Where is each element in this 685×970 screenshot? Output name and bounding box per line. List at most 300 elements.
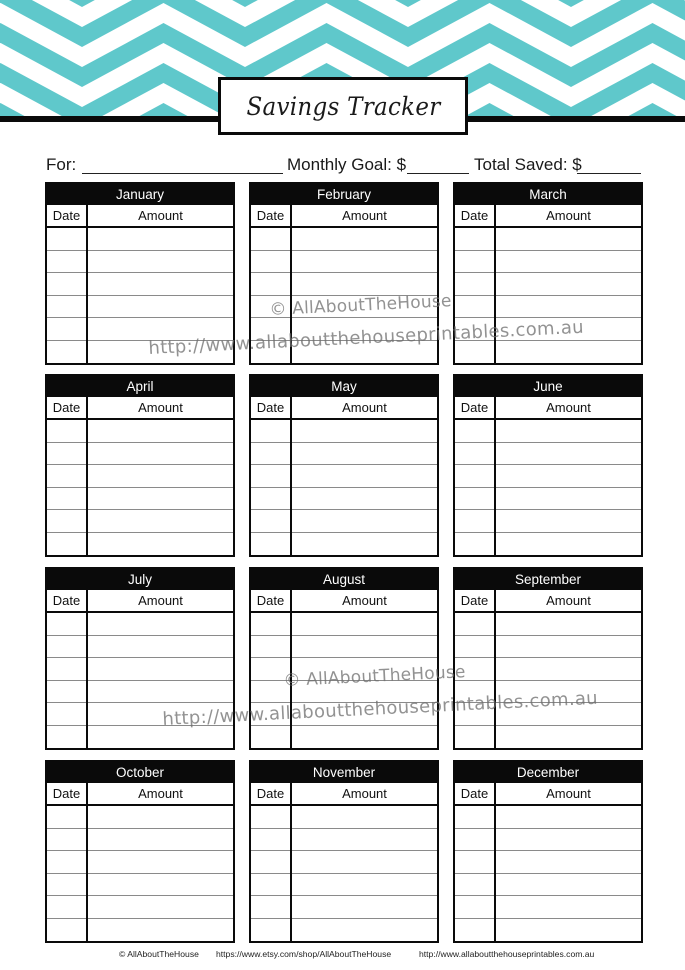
date-cell[interactable] bbox=[455, 613, 496, 635]
date-cell[interactable] bbox=[455, 251, 496, 273]
month-name: September bbox=[455, 569, 641, 590]
month-table-march bbox=[453, 182, 643, 365]
date-cell[interactable] bbox=[251, 228, 292, 250]
total-saved-label: Total Saved: $ bbox=[474, 155, 582, 174]
date-cell[interactable] bbox=[251, 919, 292, 942]
amount-cell[interactable] bbox=[292, 341, 437, 364]
table-row bbox=[455, 636, 641, 659]
date-column-header: Date bbox=[455, 590, 496, 611]
month-table-january bbox=[45, 182, 235, 365]
amount-cell[interactable] bbox=[292, 681, 437, 703]
amount-cell[interactable] bbox=[88, 703, 233, 725]
month-table-october bbox=[45, 760, 235, 943]
table-row bbox=[47, 658, 233, 681]
column-headers bbox=[47, 397, 233, 420]
month-name: December bbox=[455, 762, 641, 783]
amount-cell[interactable] bbox=[496, 296, 641, 318]
date-cell[interactable] bbox=[47, 874, 88, 896]
amount-cell[interactable] bbox=[292, 726, 437, 749]
table-row bbox=[47, 341, 233, 364]
month-name: January bbox=[47, 184, 233, 205]
table-row bbox=[251, 681, 437, 704]
date-cell[interactable] bbox=[455, 681, 496, 703]
table-row bbox=[455, 273, 641, 296]
month-name: April bbox=[47, 376, 233, 397]
table-row bbox=[251, 228, 437, 251]
amount-cell[interactable] bbox=[292, 273, 437, 295]
total-saved-field[interactable] bbox=[577, 173, 641, 174]
date-column-header: Date bbox=[455, 205, 496, 226]
date-cell[interactable] bbox=[47, 919, 88, 942]
date-cell[interactable] bbox=[455, 829, 496, 851]
month-name: June bbox=[455, 376, 641, 397]
table-row bbox=[455, 251, 641, 274]
amount-column-header: Amount bbox=[138, 208, 183, 223]
entry-rows bbox=[455, 613, 641, 748]
entry-rows bbox=[455, 806, 641, 941]
column-divider bbox=[86, 420, 88, 555]
amount-cell[interactable] bbox=[496, 703, 641, 725]
amount-cell[interactable] bbox=[88, 874, 233, 896]
table-row bbox=[47, 806, 233, 829]
date-column-header: Date bbox=[47, 397, 88, 418]
date-cell[interactable] bbox=[251, 806, 292, 828]
date-cell[interactable] bbox=[455, 273, 496, 295]
date-cell[interactable] bbox=[251, 533, 292, 556]
amount-cell[interactable] bbox=[292, 613, 437, 635]
entry-rows bbox=[251, 613, 437, 748]
table-row bbox=[455, 919, 641, 942]
table-row bbox=[455, 510, 641, 533]
date-cell[interactable] bbox=[251, 465, 292, 487]
table-row bbox=[251, 658, 437, 681]
column-headers bbox=[251, 590, 437, 613]
month-table-september bbox=[453, 567, 643, 750]
for-label: For: bbox=[46, 155, 77, 174]
month-table-may bbox=[249, 374, 439, 557]
date-cell[interactable] bbox=[455, 228, 496, 250]
footer bbox=[0, 949, 685, 963]
amount-cell[interactable] bbox=[88, 533, 233, 556]
column-headers bbox=[455, 397, 641, 420]
table-row bbox=[251, 318, 437, 341]
table-row bbox=[47, 318, 233, 341]
date-cell[interactable] bbox=[251, 703, 292, 725]
amount-cell[interactable] bbox=[292, 874, 437, 896]
table-row bbox=[455, 829, 641, 852]
date-column-header: Date bbox=[251, 590, 292, 611]
amount-cell[interactable] bbox=[496, 228, 641, 250]
date-cell[interactable] bbox=[251, 510, 292, 532]
date-cell[interactable] bbox=[47, 341, 88, 364]
column-divider bbox=[494, 420, 496, 555]
amount-cell[interactable] bbox=[496, 829, 641, 851]
amount-cell[interactable] bbox=[88, 251, 233, 273]
amount-cell[interactable] bbox=[496, 251, 641, 273]
table-row bbox=[455, 420, 641, 443]
amount-cell[interactable] bbox=[496, 420, 641, 442]
date-column-header: Date bbox=[251, 783, 292, 804]
column-divider bbox=[290, 806, 292, 941]
table-row bbox=[251, 613, 437, 636]
amount-cell[interactable] bbox=[496, 896, 641, 918]
column-divider bbox=[290, 420, 292, 555]
info-row bbox=[46, 155, 646, 177]
date-column-header: Date bbox=[251, 205, 292, 226]
amount-cell[interactable] bbox=[292, 896, 437, 918]
date-cell[interactable] bbox=[251, 420, 292, 442]
table-row bbox=[251, 251, 437, 274]
month-name: July bbox=[47, 569, 233, 590]
table-row bbox=[251, 510, 437, 533]
table-row bbox=[251, 420, 437, 443]
entry-rows bbox=[47, 420, 233, 555]
amount-cell[interactable] bbox=[292, 251, 437, 273]
table-row bbox=[251, 341, 437, 364]
amount-cell[interactable] bbox=[292, 465, 437, 487]
date-cell[interactable] bbox=[47, 318, 88, 340]
date-cell[interactable] bbox=[47, 703, 88, 725]
amount-cell[interactable] bbox=[496, 681, 641, 703]
table-row bbox=[455, 465, 641, 488]
amount-cell[interactable] bbox=[292, 636, 437, 658]
amount-column-header: Amount bbox=[546, 208, 591, 223]
amount-cell[interactable] bbox=[292, 806, 437, 828]
table-row bbox=[251, 636, 437, 659]
date-cell[interactable] bbox=[47, 228, 88, 250]
table-row bbox=[47, 726, 233, 749]
amount-cell[interactable] bbox=[88, 420, 233, 442]
date-cell[interactable] bbox=[251, 851, 292, 873]
table-row bbox=[455, 658, 641, 681]
date-cell[interactable] bbox=[455, 703, 496, 725]
column-headers bbox=[455, 590, 641, 613]
amount-cell[interactable] bbox=[496, 726, 641, 749]
amount-column-header: Amount bbox=[546, 593, 591, 608]
amount-cell[interactable] bbox=[496, 919, 641, 942]
month-table-december bbox=[453, 760, 643, 943]
table-row bbox=[251, 896, 437, 919]
column-divider bbox=[494, 228, 496, 363]
amount-cell[interactable] bbox=[88, 443, 233, 465]
date-cell[interactable] bbox=[455, 318, 496, 340]
month-name: May bbox=[251, 376, 437, 397]
date-cell[interactable] bbox=[251, 296, 292, 318]
amount-cell[interactable] bbox=[88, 919, 233, 942]
table-row bbox=[47, 874, 233, 897]
month-name: August bbox=[251, 569, 437, 590]
date-cell[interactable] bbox=[455, 488, 496, 510]
amount-cell[interactable] bbox=[496, 465, 641, 487]
date-cell[interactable] bbox=[455, 806, 496, 828]
amount-column-header: Amount bbox=[342, 400, 387, 415]
amount-cell[interactable] bbox=[88, 806, 233, 828]
table-row bbox=[251, 488, 437, 511]
table-row bbox=[455, 896, 641, 919]
amount-cell[interactable] bbox=[88, 896, 233, 918]
date-cell[interactable] bbox=[455, 510, 496, 532]
date-cell[interactable] bbox=[47, 296, 88, 318]
table-row bbox=[251, 443, 437, 466]
table-row bbox=[455, 318, 641, 341]
table-row bbox=[251, 919, 437, 942]
amount-cell[interactable] bbox=[496, 874, 641, 896]
table-row bbox=[251, 726, 437, 749]
date-cell[interactable] bbox=[455, 341, 496, 364]
table-row bbox=[455, 681, 641, 704]
month-table-july bbox=[45, 567, 235, 750]
column-headers bbox=[251, 205, 437, 228]
amount-cell[interactable] bbox=[88, 658, 233, 680]
amount-column-header: Amount bbox=[342, 208, 387, 223]
month-table-february bbox=[249, 182, 439, 365]
date-cell[interactable] bbox=[455, 420, 496, 442]
amount-cell[interactable] bbox=[88, 228, 233, 250]
amount-cell[interactable] bbox=[88, 296, 233, 318]
date-cell[interactable] bbox=[251, 658, 292, 680]
date-cell[interactable] bbox=[455, 533, 496, 556]
table-row bbox=[455, 296, 641, 319]
date-cell[interactable] bbox=[47, 488, 88, 510]
amount-cell[interactable] bbox=[496, 806, 641, 828]
column-headers bbox=[251, 783, 437, 806]
date-cell[interactable] bbox=[47, 465, 88, 487]
month-table-april bbox=[45, 374, 235, 557]
date-column-header: Date bbox=[47, 590, 88, 611]
amount-cell[interactable] bbox=[292, 533, 437, 556]
amount-cell[interactable] bbox=[88, 488, 233, 510]
amount-cell[interactable] bbox=[292, 443, 437, 465]
month-table-august bbox=[249, 567, 439, 750]
amount-cell[interactable] bbox=[292, 919, 437, 942]
date-cell[interactable] bbox=[251, 726, 292, 749]
table-row bbox=[455, 341, 641, 364]
entry-rows bbox=[47, 613, 233, 748]
date-cell[interactable] bbox=[251, 829, 292, 851]
date-column-header: Date bbox=[47, 783, 88, 804]
watermark-copyright: © AllAboutTheHouse bbox=[283, 662, 467, 691]
amount-cell[interactable] bbox=[496, 636, 641, 658]
date-cell[interactable] bbox=[455, 465, 496, 487]
table-row bbox=[455, 443, 641, 466]
date-cell[interactable] bbox=[455, 726, 496, 749]
date-cell[interactable] bbox=[251, 613, 292, 635]
date-cell[interactable] bbox=[47, 420, 88, 442]
amount-cell[interactable] bbox=[88, 636, 233, 658]
amount-cell[interactable] bbox=[496, 851, 641, 873]
date-cell[interactable] bbox=[47, 636, 88, 658]
amount-cell[interactable] bbox=[88, 726, 233, 749]
date-cell[interactable] bbox=[47, 896, 88, 918]
column-headers bbox=[47, 783, 233, 806]
amount-cell[interactable] bbox=[292, 420, 437, 442]
date-cell[interactable] bbox=[455, 919, 496, 942]
footer-copyright: © AllAboutTheHouse bbox=[119, 949, 199, 959]
table-row bbox=[251, 296, 437, 319]
date-cell[interactable] bbox=[47, 510, 88, 532]
table-row bbox=[47, 488, 233, 511]
date-cell[interactable] bbox=[455, 658, 496, 680]
date-cell[interactable] bbox=[455, 851, 496, 873]
amount-cell[interactable] bbox=[88, 318, 233, 340]
column-divider bbox=[86, 613, 88, 748]
date-cell[interactable] bbox=[251, 896, 292, 918]
date-column-header: Date bbox=[251, 397, 292, 418]
entry-rows bbox=[251, 806, 437, 941]
table-row bbox=[251, 703, 437, 726]
date-cell[interactable] bbox=[47, 443, 88, 465]
amount-column-header: Amount bbox=[342, 593, 387, 608]
date-cell[interactable] bbox=[47, 829, 88, 851]
table-row bbox=[47, 420, 233, 443]
amount-column-header: Amount bbox=[546, 400, 591, 415]
table-row bbox=[251, 829, 437, 852]
date-cell[interactable] bbox=[251, 681, 292, 703]
table-row bbox=[47, 851, 233, 874]
table-row bbox=[455, 851, 641, 874]
amount-cell[interactable] bbox=[496, 443, 641, 465]
date-cell[interactable] bbox=[47, 613, 88, 635]
table-row bbox=[455, 874, 641, 897]
column-divider bbox=[86, 806, 88, 941]
date-cell[interactable] bbox=[47, 726, 88, 749]
amount-cell[interactable] bbox=[496, 341, 641, 364]
date-cell[interactable] bbox=[251, 273, 292, 295]
table-row bbox=[47, 510, 233, 533]
table-row bbox=[47, 251, 233, 274]
table-row bbox=[47, 919, 233, 942]
date-cell[interactable] bbox=[47, 851, 88, 873]
date-cell[interactable] bbox=[47, 681, 88, 703]
table-row bbox=[455, 806, 641, 829]
date-cell[interactable] bbox=[455, 896, 496, 918]
amount-cell[interactable] bbox=[292, 829, 437, 851]
amount-cell[interactable] bbox=[496, 658, 641, 680]
table-row bbox=[251, 273, 437, 296]
amount-cell[interactable] bbox=[88, 851, 233, 873]
date-cell[interactable] bbox=[251, 251, 292, 273]
month-name: February bbox=[251, 184, 437, 205]
amount-column-header: Amount bbox=[342, 786, 387, 801]
table-row bbox=[47, 533, 233, 556]
month-name: November bbox=[251, 762, 437, 783]
table-row bbox=[455, 726, 641, 749]
amount-cell[interactable] bbox=[88, 341, 233, 364]
date-cell[interactable] bbox=[47, 251, 88, 273]
date-column-header: Date bbox=[47, 205, 88, 226]
amount-cell[interactable] bbox=[496, 318, 641, 340]
table-row bbox=[47, 443, 233, 466]
table-row bbox=[251, 533, 437, 556]
amount-cell[interactable] bbox=[496, 510, 641, 532]
date-cell[interactable] bbox=[47, 533, 88, 556]
column-divider bbox=[86, 228, 88, 363]
month-table-november bbox=[249, 760, 439, 943]
amount-cell[interactable] bbox=[292, 488, 437, 510]
amount-cell[interactable] bbox=[292, 658, 437, 680]
date-cell[interactable] bbox=[47, 658, 88, 680]
amount-cell[interactable] bbox=[496, 273, 641, 295]
date-cell[interactable] bbox=[251, 488, 292, 510]
table-row bbox=[47, 896, 233, 919]
table-row bbox=[47, 829, 233, 852]
date-cell[interactable] bbox=[455, 874, 496, 896]
month-name: October bbox=[47, 762, 233, 783]
amount-cell[interactable] bbox=[292, 228, 437, 250]
amount-cell[interactable] bbox=[292, 851, 437, 873]
amount-cell[interactable] bbox=[88, 273, 233, 295]
table-row bbox=[455, 488, 641, 511]
monthly-goal-label: Monthly Goal: $ bbox=[287, 155, 407, 174]
watermark-url: http://www.allaboutthehouseprintables.com.au bbox=[147, 316, 585, 359]
title-box bbox=[218, 77, 468, 135]
table-row bbox=[455, 703, 641, 726]
date-cell[interactable] bbox=[251, 318, 292, 340]
column-headers bbox=[455, 205, 641, 228]
amount-cell[interactable] bbox=[496, 613, 641, 635]
entry-rows bbox=[47, 228, 233, 363]
date-cell[interactable] bbox=[251, 636, 292, 658]
amount-cell[interactable] bbox=[88, 829, 233, 851]
entry-rows bbox=[251, 228, 437, 363]
column-headers bbox=[47, 205, 233, 228]
entry-rows bbox=[251, 420, 437, 555]
amount-cell[interactable] bbox=[496, 533, 641, 556]
monthly-goal-field[interactable] bbox=[407, 173, 469, 174]
table-row bbox=[47, 703, 233, 726]
amount-cell[interactable] bbox=[496, 488, 641, 510]
amount-cell[interactable] bbox=[292, 296, 437, 318]
month-name: March bbox=[455, 184, 641, 205]
date-cell[interactable] bbox=[251, 874, 292, 896]
table-row bbox=[47, 613, 233, 636]
column-divider bbox=[290, 228, 292, 363]
date-cell[interactable] bbox=[251, 341, 292, 364]
entry-rows bbox=[47, 806, 233, 941]
table-row bbox=[47, 465, 233, 488]
table-row bbox=[251, 806, 437, 829]
amount-column-header: Amount bbox=[138, 593, 183, 608]
date-cell[interactable] bbox=[455, 443, 496, 465]
entry-rows bbox=[455, 228, 641, 363]
date-cell[interactable] bbox=[455, 296, 496, 318]
amount-cell[interactable] bbox=[88, 465, 233, 487]
column-divider bbox=[494, 806, 496, 941]
amount-column-header: Amount bbox=[546, 786, 591, 801]
amount-cell[interactable] bbox=[292, 510, 437, 532]
table-row bbox=[251, 465, 437, 488]
date-cell[interactable] bbox=[251, 443, 292, 465]
date-cell[interactable] bbox=[47, 806, 88, 828]
for-field[interactable] bbox=[82, 173, 283, 174]
table-row bbox=[251, 851, 437, 874]
footer-website-link[interactable]: http://www.allaboutthehouseprintables.com.au bbox=[419, 949, 595, 959]
date-column-header: Date bbox=[455, 783, 496, 804]
footer-etsy-link[interactable]: https://www.etsy.com/shop/AllAboutTheHouse bbox=[216, 949, 392, 959]
date-cell[interactable] bbox=[47, 273, 88, 295]
amount-cell[interactable] bbox=[292, 318, 437, 340]
amount-cell[interactable] bbox=[292, 703, 437, 725]
amount-cell[interactable] bbox=[88, 681, 233, 703]
amount-cell[interactable] bbox=[88, 613, 233, 635]
table-row bbox=[47, 228, 233, 251]
amount-cell[interactable] bbox=[88, 510, 233, 532]
date-cell[interactable] bbox=[455, 636, 496, 658]
column-divider bbox=[494, 613, 496, 748]
table-row bbox=[47, 636, 233, 659]
amount-column-header: Amount bbox=[138, 786, 183, 801]
table-row bbox=[47, 273, 233, 296]
